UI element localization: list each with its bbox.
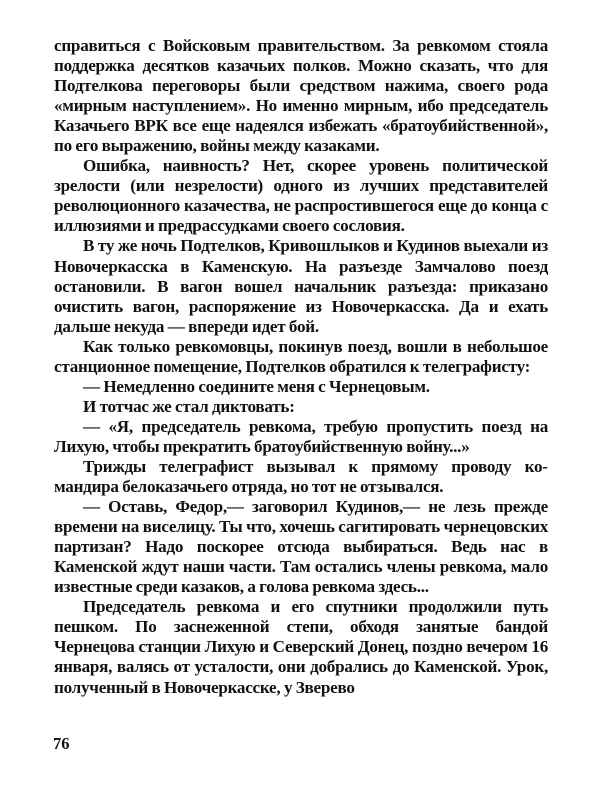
paragraph-10: Председатель ревкома и его спутники продолжили путь пешком. По заснеженной степи, обходя занятые бандой Чернецова станции Лихую и Северский Донец, поздно вечером 16 января, валясь от усталости, они добрались до Каменской. Урок, полученный в Новочеркасске, у Зверево	[54, 597, 548, 697]
paragraph-9: — Оставь, Федор,— заговорил Кудинов,— не лезь прежде времени на виселицу. Ты что, хочешь сагитировать чернецовских партизан? Надо поскорее отсюда выбираться. Ведь нас в Каменской ждут наши части. Там остались члены ревкома, мало известные среди казаков, а голова ревкома здесь...	[54, 497, 548, 597]
page-text	[54, 36, 548, 698]
paragraph-5: — Немедленно соедините меня с Чернецовым.	[83, 376, 430, 396]
paragraph-4: Как только ревкомовцы, покинув поезд, вошли в небольшое станционное помещение, Подтелков обратился к телеграфисту:	[54, 336, 548, 376]
paragraph-2: Ошибка, наивность? Нет, скорее уровень политической зрелости (или незрелости) одного из лучших представителей революционного казачества, не распростившегося еще до конца с иллюзиями и предрассудками своего сословия.	[54, 156, 548, 236]
page-number: 76	[53, 734, 70, 753]
paragraph-3: В ту же ночь Подтелков, Кривошлыков и Кудинов выехали из Новочеркасска в Каменскую. На разъезде Замчалово поезд остановили. В вагон вошел начальник разъезда: приказано очистить вагон, распоряжение из Новочеркасска. Да и ехать дальше некуда — впереди идет бой.	[54, 236, 548, 336]
paragraph-7: — «Я, председатель ревкома, требую пропустить поезд на Лихую, чтобы прекратить братоубийственную войну...»	[54, 416, 548, 456]
paragraph-1: справиться с Войсковым правительством. За ревкомом стояла поддержка десятков казачьих полков. Можно сказать, что для Подтелкова переговоры были средством нажима, своего рода «мирным наступлением». Но именно мирным, ибо председатель Казачьего ВРК все еще надеялся избежать «братоубийственной», по его выражению, войны между казаками.	[54, 36, 548, 156]
paragraph-8: Трижды телеграфист вызывал к прямому проводу командира белоказачьего отряда, но тот не отзывался.	[54, 456, 548, 497]
paragraph-6: И тотчас же стал диктовать:	[83, 396, 295, 416]
